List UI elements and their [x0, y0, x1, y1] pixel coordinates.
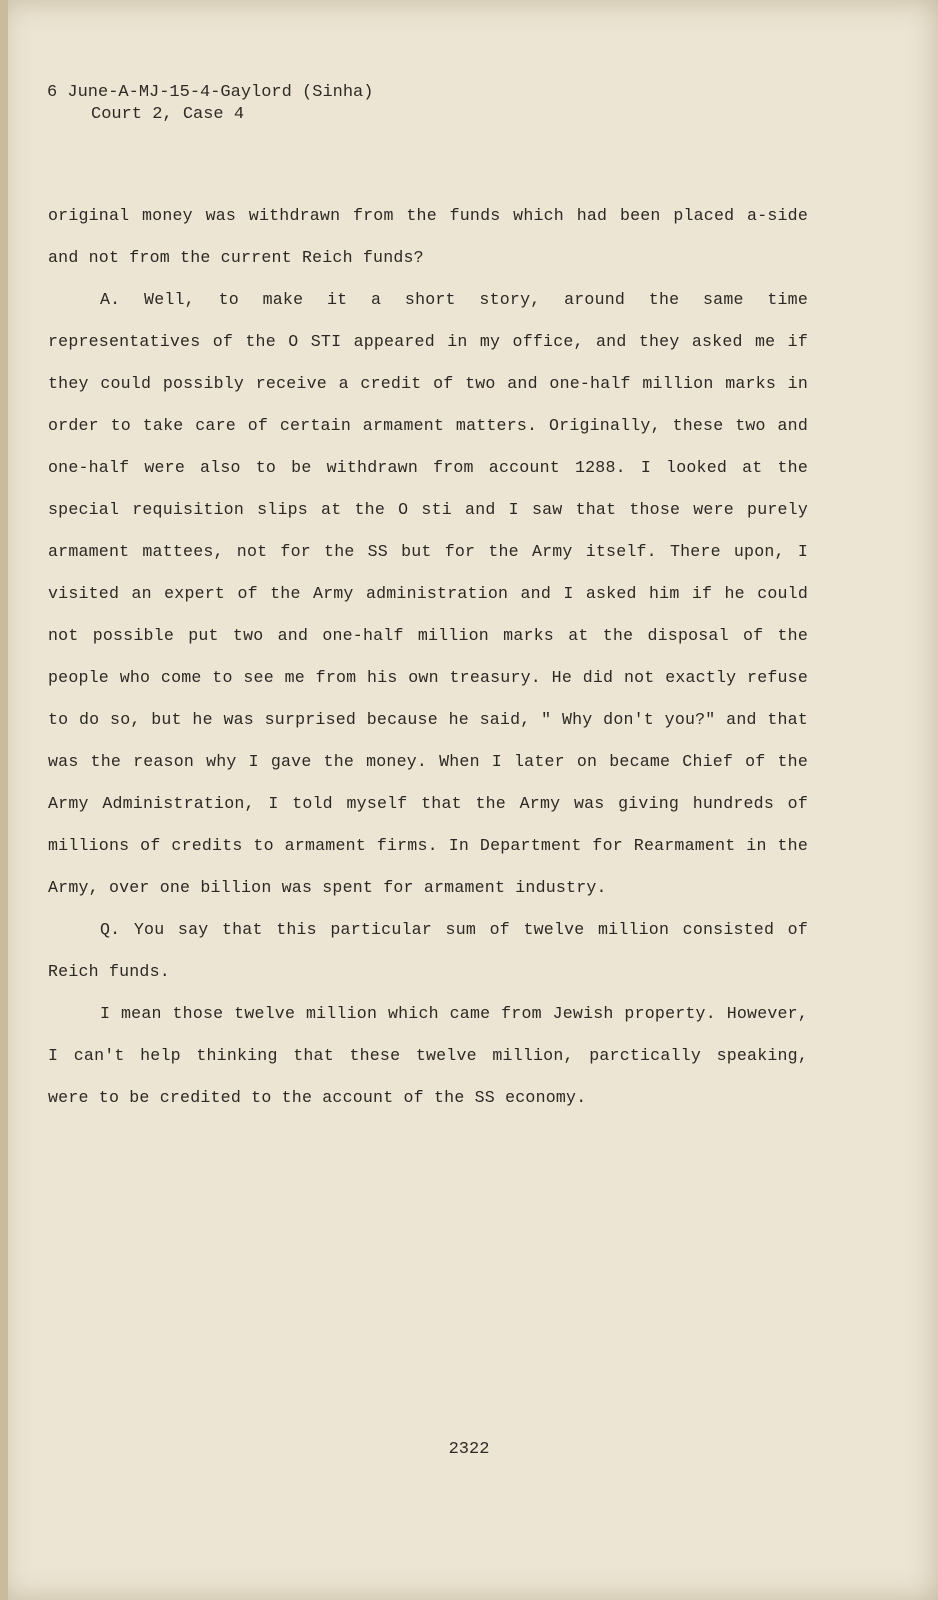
page-number: 2322	[448, 1440, 490, 1459]
header-case-reference: 6 June-A-MJ-15-4-Gaylord (Sinha)	[47, 83, 374, 102]
document-header	[47, 82, 373, 126]
transcript-body	[48, 195, 808, 1119]
paragraph-answer: A. Well, to make it a short story, around the same time representatives of the O STI appeared in my office, and they asked me if they could possibly receive a credit of two and one-half million marks in order to take care of certain armament matters. Originally, these two and one-half were also to be withdrawn from account 1288. I looked at the special requisition slips at the O sti and I saw that those were purely armament mattees, not for the SS but for the Army itself. There upon, I visited an expert of the Army administration and I asked him if he could not possible put two and one-half million marks at the disposal of the people who come to see me from his own treasury. He did not exactly refuse to do so, but he was surprised because he said, " Why don't you?" and that was the reason why I gave the money. When I later on became Chief of the Army Administration, I told myself that the Army was giving hundreds of millions of credits to armament firms. In Department for Rearmament in the Army, over one billion was spent for armament industry.	[48, 290, 808, 897]
paragraph-answer-final: I mean those twelve million which came from Jewish property. However, I can't help thinking that these twelve million, parctically speaking, were to be credited to the account of the SS economy.	[48, 1004, 808, 1107]
paragraph-question: Q. You say that this particular sum of twelve million consisted of Reich funds.	[48, 920, 808, 981]
header-court-case: Court 2, Case 4	[91, 105, 245, 124]
paragraph-question-continued: original money was withdrawn from the funds which had been placed a-side and not from the current Reich funds?	[48, 206, 808, 267]
paper-edge	[0, 0, 8, 1600]
